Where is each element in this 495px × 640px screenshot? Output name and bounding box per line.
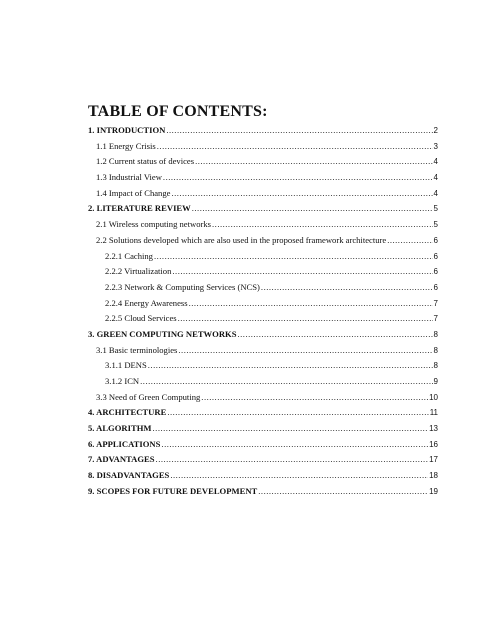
toc-entry[interactable]	[88, 266, 438, 282]
dot-leader	[261, 282, 433, 292]
toc-entry[interactable]	[88, 282, 438, 298]
toc-page-number: 19	[429, 486, 438, 496]
toc-page-number: 5	[433, 220, 438, 230]
dot-leader	[167, 407, 428, 417]
toc-entry[interactable]	[88, 235, 438, 251]
toc-entry-title: 3.3 Need of Green Computing	[96, 391, 201, 402]
dot-leader	[387, 235, 432, 245]
dot-leader	[157, 141, 433, 151]
toc-entry[interactable]	[88, 376, 438, 392]
toc-entry[interactable]	[88, 439, 438, 455]
toc-page-number: 9	[433, 377, 438, 386]
toc-entry[interactable]	[88, 298, 438, 314]
dot-leader	[189, 298, 433, 308]
dot-leader	[238, 329, 433, 339]
toc-entry-title: 8. DISADVANTAGES	[88, 470, 170, 481]
toc-entry[interactable]	[88, 486, 438, 502]
toc-page-number: 7	[433, 314, 438, 324]
toc-entry[interactable]	[88, 360, 438, 376]
dot-leader	[156, 454, 429, 464]
dot-leader	[192, 203, 433, 213]
toc-entry[interactable]	[88, 172, 438, 188]
dot-leader	[166, 125, 432, 135]
toc-page-number: 4	[433, 188, 438, 198]
toc-entry-title: 2.2 Solutions developed which are also used in the proposed framework architecture	[96, 234, 387, 245]
toc-entry-title: 7. ADVANTAGES	[88, 454, 155, 465]
dot-leader	[154, 251, 433, 261]
toc-entry[interactable]	[88, 125, 438, 141]
toc-page-number: 8	[433, 361, 438, 371]
toc-entry[interactable]	[88, 470, 438, 486]
toc-page-number: 11	[429, 408, 438, 418]
toc-entry[interactable]	[88, 407, 438, 423]
toc-entry-title: 1. INTRODUCTION	[88, 125, 166, 135]
toc-entry[interactable]	[88, 251, 438, 267]
toc-page-number: 2	[433, 126, 438, 135]
toc-page-number: 10	[429, 392, 438, 402]
toc-entry[interactable]	[88, 423, 438, 439]
toc-entry-title: 1.3 Industrial View	[96, 172, 162, 183]
toc-entry-title: 2.2.1 Caching	[105, 250, 153, 261]
page-title: TABLE OF CONTENTS:	[88, 103, 268, 120]
toc-entry-title: 9. SCOPES FOR FUTURE DEVELOPMENT	[88, 485, 258, 496]
toc-entry[interactable]	[88, 141, 438, 157]
toc-entry-title: 3.1.1 DENS	[105, 360, 147, 371]
toc-entry-title: 4. ARCHITECTURE	[88, 407, 167, 418]
dot-leader	[170, 470, 428, 480]
toc-page-number: 8	[433, 329, 438, 339]
toc-entry-title: 3.1 Basic terminologies	[96, 344, 178, 355]
toc-page-number: 13	[429, 424, 438, 434]
toc-page-number: 16	[429, 439, 438, 449]
toc-page-number: 6	[433, 267, 438, 277]
toc-entry-title: 2.2.3 Network & Computing Services (NCS)	[105, 281, 260, 292]
dot-leader	[171, 188, 432, 198]
dot-leader	[140, 376, 432, 386]
toc-entry[interactable]	[88, 203, 438, 219]
dot-leader	[201, 392, 428, 402]
dot-leader	[178, 313, 433, 323]
toc-entry[interactable]	[88, 329, 438, 345]
toc-entry-title: 2. LITERATURE REVIEW	[88, 203, 191, 214]
toc-entry-title: 1.1 Energy Crisis	[96, 140, 156, 151]
toc-entry[interactable]	[88, 345, 438, 361]
toc-page-number: 4	[433, 173, 438, 183]
toc-page-number: 6	[433, 235, 438, 245]
toc-entry[interactable]	[88, 219, 438, 235]
toc-entry-title: 2.2.5 Cloud Services	[105, 313, 177, 324]
dot-leader	[172, 266, 432, 276]
toc-entry-title: 2.2.4 Energy Awareness	[105, 297, 188, 308]
toc-page-number: 7	[433, 298, 438, 308]
dot-leader	[178, 345, 432, 355]
dot-leader	[153, 423, 429, 433]
dot-leader	[161, 439, 428, 449]
toc-entry-title: 3. GREEN COMPUTING NETWORKS	[88, 328, 237, 339]
toc-page-number: 3	[433, 141, 438, 151]
toc-entry-title: 6. APPLICATIONS	[88, 438, 161, 449]
toc-entry-title: 2.2.2 Virtualization	[105, 266, 172, 277]
dot-leader	[163, 172, 433, 182]
toc-entry-title: 1.4 Impact of Change	[96, 187, 171, 198]
toc-page-number: 18	[429, 471, 438, 481]
dot-leader	[195, 156, 432, 166]
dot-leader	[148, 360, 433, 370]
toc-page-number: 6	[433, 282, 438, 292]
toc-page-number: 6	[433, 251, 438, 261]
dot-leader	[212, 219, 433, 229]
toc-page-number: 5	[433, 204, 438, 214]
toc-entry[interactable]	[88, 313, 438, 329]
dot-leader	[258, 486, 428, 496]
toc-entry-title: 1.2 Current status of devices	[96, 156, 195, 167]
toc-entry[interactable]	[88, 188, 438, 204]
toc-entry[interactable]	[88, 156, 438, 172]
toc-entry-title: 2.1 Wireless computing networks	[96, 219, 212, 230]
toc-page-number: 8	[433, 345, 438, 355]
toc-page-number: 17	[429, 455, 438, 465]
table-of-contents	[88, 125, 438, 502]
toc-page-number: 4	[433, 157, 438, 167]
toc-entry-title: 3.1.2 ICN	[105, 376, 140, 386]
toc-entry[interactable]	[88, 454, 438, 470]
toc-entry-title: 5. ALGORITHM	[88, 423, 152, 434]
toc-entry[interactable]	[88, 392, 438, 408]
